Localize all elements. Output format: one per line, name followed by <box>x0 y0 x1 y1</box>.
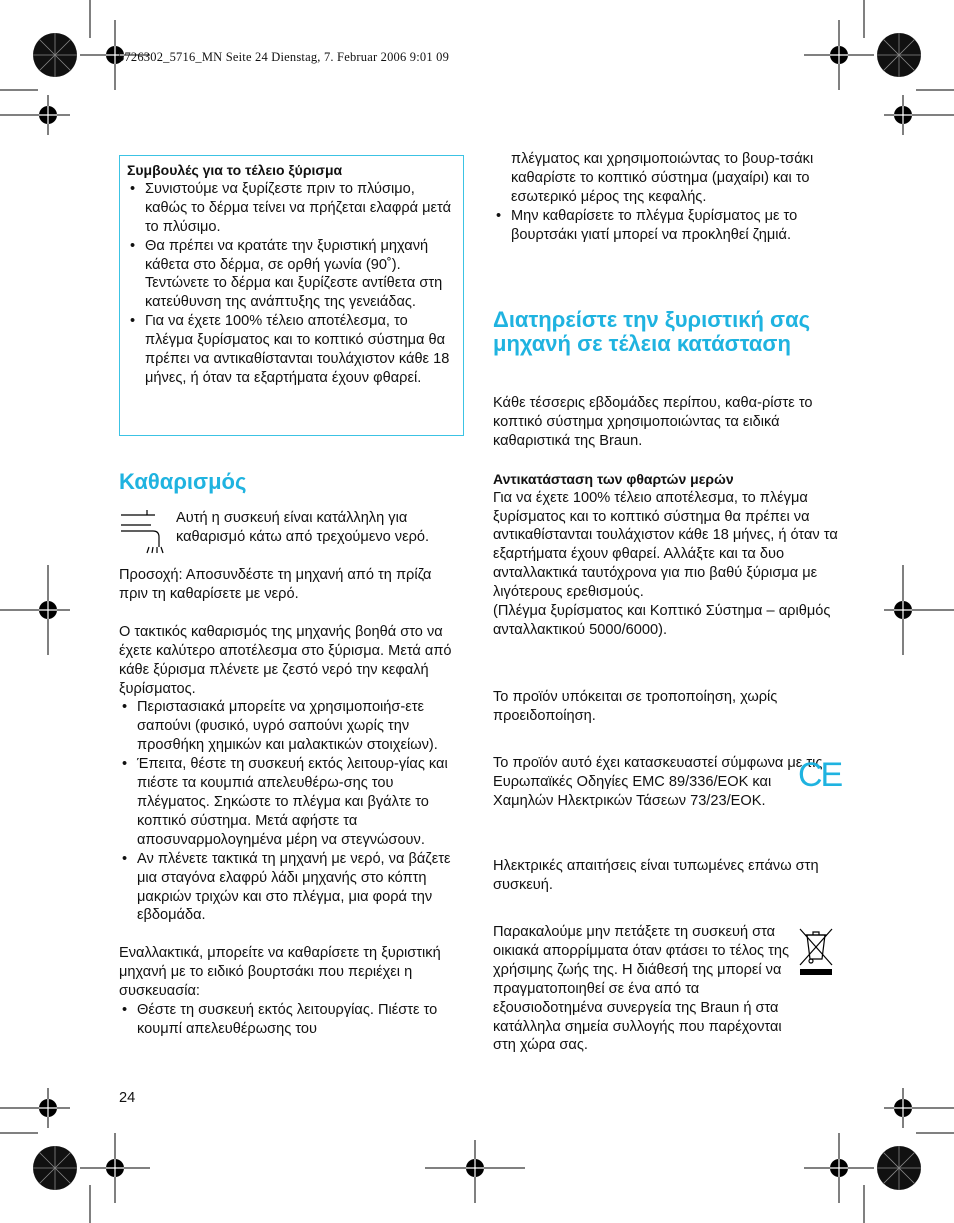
parts-subheading: Αντικατάσταση των φθαρτών μερών <box>493 470 734 487</box>
caution-text: Προσοχή: Αποσυνδέστε τη μηχανή από τη πρίζα πριν τη καθαρίσετε με νερό. <box>119 567 432 602</box>
parts-text: Για να έχετε 100% τέλειο αποτέλεσμα, το πλέγμα ξυρίσματος και το κοπτικό σύστημα θα πρέπει να αντικαθίστανται τουλάχιστον κάθε 18 μήνες, ή όταν τα εξαρτήματα έχουν φθαρεί. Αλλάξτε και τα δυο ανταλλακτικά ταυτόχρονα για πιο βαθύ ξύρισμα με λιγότερους ερεθισμούς. <box>493 489 838 601</box>
right-column <box>493 150 838 245</box>
list-item: • Περιστασιακά μπορείτε να χρησιμοποιήσ-ετε σαπούνι (φυσικό, υγρό σαπούνι χωρίς την προσθήκη χημικών και μαλακτικών στοιχείων). <box>119 698 464 755</box>
tips-title: Συμβουλές για το τέλειο ξύρισμα <box>127 162 343 178</box>
brush-para: Εναλλακτικά, μπορείτε να καθαρίσετε τη ξυριστική μηχανή με το ειδικό βουρτσάκι που περιέχει η συσκευασία: <box>119 945 441 1000</box>
ce-compliance-text: Το προϊόν αυτό έχει κατασκευαστεί σύμφωνα με τις Ευρωπαϊκές Οδηγίες EMC 89/336/ΕΟΚ και Χαμηλών Ηλεκτρικών Τάσεων 73/23/ΕΟΚ. <box>493 755 823 809</box>
parts-numbers: (Πλέγμα ξυρίσματος και Κοπτικό Σύστημα – αριθμός ανταλλακτικού 5000/6000). <box>493 603 831 638</box>
list-item: • Έπειτα, θέστε τη συσκευή εκτός λειτουρ-γίας και πιέστε τα κουμπιά απελευθέρω-σης του πλέγματος. Σηκώστε το πλέγμα και βγάλτε το κοπτικό σύστημα. Μετά αφήστε τα αποσυναρμολογημένα μέρη να στεγνώσουν. <box>119 755 464 850</box>
page-number: 24 <box>119 1090 136 1106</box>
list-item: • Αν πλένετε τακτικά τη μηχανή με νερό, να βάζετε μια σταγόνα ελαφρύ λάδι μηχανής στο κόπτη μακριών τριχών και στο πλέγμα, μια φορά την εβδομάδα. <box>119 850 464 926</box>
crossed-bin-icon <box>796 925 836 977</box>
cleaning-heading: Καθαρισμός <box>119 469 247 494</box>
list-item: • Θα πρέπει να κρατάτε την ξυριστική μηχανή κάθετα στο δέρμα, σε ορθή γωνία (90˚). Τεντώνετε το δέρμα και ξυρίζεστε αντίθετα στη κατεύθυνση της ανάπτυξης της γενειάδας. <box>127 237 456 313</box>
brush-warning-list <box>493 207 838 245</box>
continued-text: πλέγματος και χρησιμοποιώντας το βουρ-τσάκι καθαρίστε το κοπτικό σύστημα (μαχαίρι) και το εσωτερικό μέρος της κεφαλής. <box>511 151 814 205</box>
tips-list <box>127 180 456 388</box>
electrical-requirements: Ηλεκτρικές απαιτήσεις είναι τυπωμένες επάνω στη συσκευή. <box>493 858 819 893</box>
cleaning-para: Ο τακτικός καθαρισμός της μηχανής βοηθά στο να έχετε καλύτερο αποτέλεσμα στο ξύρισμα. Μετά από κάθε ξύρισμα πλένετε με ζεστό νερό την κεφαλή ξυρίσματος. <box>119 623 452 697</box>
list-item: • Μην καθαρίσετε το πλέγμα ξυρίσματος με το βουρτσάκι γιατί μπορεί να προκληθεί ζημιά. <box>493 207 838 245</box>
maintenance-para: Κάθε τέσσερις εβδομάδες περίπου, καθα-ρίστε το κοπτικό σύστημα χρησιμοποιώντας τα ειδικά καθαριστικά της Braun. <box>493 395 813 449</box>
tips-box <box>119 155 464 436</box>
cleaning-intro: Αυτή η συσκευή είναι κατάλληλη για καθαρισμό κάτω από τρεχούμενο νερό. <box>176 510 430 545</box>
list-item: • Συνιστούμε να ξυρίζεστε πριν το πλύσιμο, καθώς το δέρμα τείνει να πρήζεται ελαφρά μετά το πλύσιμο. <box>127 180 456 237</box>
tap-water-icon <box>119 509 167 555</box>
modification-notice: Το προϊόν υπόκειται σε τροποποίηση, χωρίς προειδοποίηση. <box>493 689 778 724</box>
cleaning-list <box>119 698 464 925</box>
list-item: • Για να έχετε 100% τέλειο αποτέλεσμα, το πλέγμα ξυρίσματος και το κοπτικό σύστημα θα πρέπει να αντικαθίστανται τουλάχιστον κάθε 18 μήνες, ή όταν τα εξαρτήματα έχουν φθαρεί. <box>127 312 456 388</box>
disposal-text: Παρακαλούμε μην πετάξετε τη συσκευή στα οικιακά απορρίμματα όταν φτάσει το τέλος της χρήσιμης ζωής της. Η διάθεσή της μπορεί να πραγματοποιηθεί σε ένα από τα εξουσιοδοτημένα συνεργεία της Braun ή στα κατάλληλα σημεία συλλογής που παρέχονται στη χώρα σας. <box>493 924 790 1054</box>
list-item: • Θέστε τη συσκευή εκτός λειτουργίας. Πιέστε το κουμπί απελευθέρωσης του <box>119 1001 464 1039</box>
cleaning-body <box>119 566 464 1039</box>
maintenance-body <box>493 394 838 640</box>
maintenance-heading: Διατηρείστε την ξυριστική σας μηχανή σε τέλεια κατάσταση <box>493 307 811 356</box>
print-slug: 5726302_5716_MN Seite 24 Dienstag, 7. Februar 2006 9:01 09 <box>118 50 450 64</box>
ce-mark-icon: CE <box>798 756 842 794</box>
brush-list <box>119 1001 464 1039</box>
